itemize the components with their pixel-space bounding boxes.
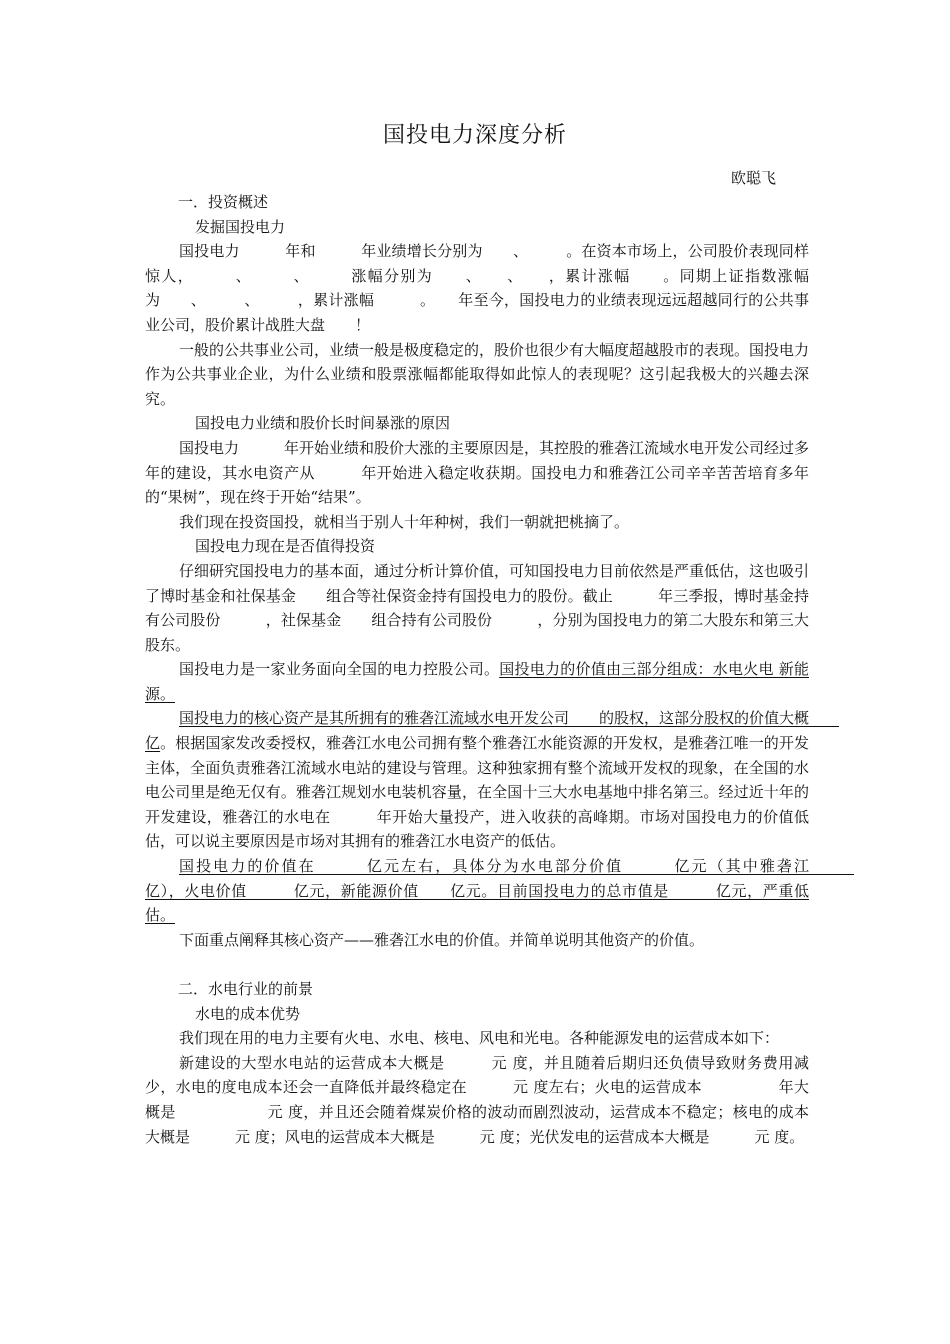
paragraph: 国投电力 年开始业绩和股价大涨的主要原因是，其控股的雅砻江流域水电开发公司经过多年的建设，其水电资产从 年开始进入稳定收获期。国投电力和雅砻江公司辛辛苦苦培育多年的“果树”，现在终于开始“结果”。: [145, 438, 810, 507]
paragraph-text: 国投电力是一家业务面向全国的电力控股公司。: [179, 660, 500, 679]
paragraph: [145, 706, 840, 854]
paragraph: 一般的公共事业公司，业绩一般是极度稳定的，股价也很少有大幅度超越股市的表现。国投电力作为公共事业企业，为什么业绩和股票涨幅都能取得如此惊人的表现呢？这引起我极大的兴趣去深究。: [145, 340, 810, 408]
paragraph: [145, 657, 809, 706]
subsection-heading: 发掘国投电力: [195, 217, 286, 236]
paragraph: 我们现在投资国投，就相当于别人十年种树，我们一朝就把桃摘了。: [179, 512, 630, 531]
paragraph: 下面重点阐释其核心资产——雅砻江水电的价值。并简单说明其他资产的价值。: [179, 930, 705, 949]
paragraph: 国投电力 年和 年业绩增长分别为 、 。在资本市场上，公司股价表现同样惊人， 、 、 涨幅分别为 、 、 ，累计涨幅 。同期上证指数涨幅为 、 、 ，累计涨幅 。 年至今，国投电力的业绩表现远远超越同行的公共事业公司，股价累计战胜大盘 ！: [145, 242, 809, 334]
subsection-heading: 国投电力业绩和股价长时间暴涨的原因: [195, 414, 451, 433]
document-author: 欧聪飞: [731, 169, 777, 187]
paragraph: 新建设的大型水电站的运营成本大概是 元 度，并且随着后期归还负债导致财务费用减少，水电的度电成本还会一直降低并最终稳定在 元 度左右；火电的运营成本 年大概是 元 度，并且还会随着煤炭价格的波动而剧烈波动，运营成本不稳定；核电的成本大概是 元 度；风电的运营成本大概是 元 度；光伏发电的运营成本大概是 元 度。: [145, 1053, 809, 1146]
underlined-text: 国投电力的价值在 亿元左右，具体分为水电部分价值 亿元（其中雅砻江 亿），火电价值 亿元，新能源价值 亿元。目前国投电力的总市值是 亿元，严重低估。: [145, 857, 855, 925]
document-body: [145, 190, 855, 1149]
paragraph: 我们现在用的电力主要有火电、水电、核电、风电和光电。各种能源发电的运营成本如下：: [179, 1029, 780, 1048]
subsection-heading: 水电的成本优势: [195, 1004, 301, 1023]
blank-line: [145, 952, 809, 977]
document-title: 国投电力深度分析: [382, 123, 567, 148]
paragraph: 仔细研究国投电力的基本面，通过分析计算价值，可知国投电力目前依然是严重低估，这也吸引了博时基金和社保基金 组合等社保资金持有国投电力的股份。截止 年三季报，博时基金持有公司股份 ，社保基金 组合持有公司股份 ，分别为国投电力的第二大股东和第三大股东。: [145, 561, 810, 654]
paragraph-text: 。根据国家发改委授权，雅砻江水电公司拥有整个雅砻江水能资源的开发权，是雅砻江唯一的开发主体，全面负责雅砻江流域水电站的建设与管理。这种独家拥有整个流域开发权的现象，在全国的水电公司里是绝无仅有。雅砻江规划水电装机容量，在全国十三大水电基地中排名第三。经过近十年的开发建设，雅砻江的水电在 年开始大量投产，进入收获的高峰期。市场对国投电力的价值低估，可以说主要原因是市场对其拥有的雅砻江水电资产的低估。: [145, 734, 809, 851]
paragraph: [145, 854, 855, 928]
underlined-text: 国投电力的核心资产是其所拥有的雅砻江流域水电开发公司 的股权，这部分股权的价值大概 亿: [145, 709, 840, 753]
section-heading: 二．水电行业的前景: [178, 980, 314, 998]
subsection-heading: 国投电力现在是否值得投资: [195, 537, 376, 556]
section-heading: 一．投资概述: [178, 193, 269, 211]
underlined-text: 国投电力的价值由三部分组成：水电火电 新能源。: [145, 660, 809, 703]
